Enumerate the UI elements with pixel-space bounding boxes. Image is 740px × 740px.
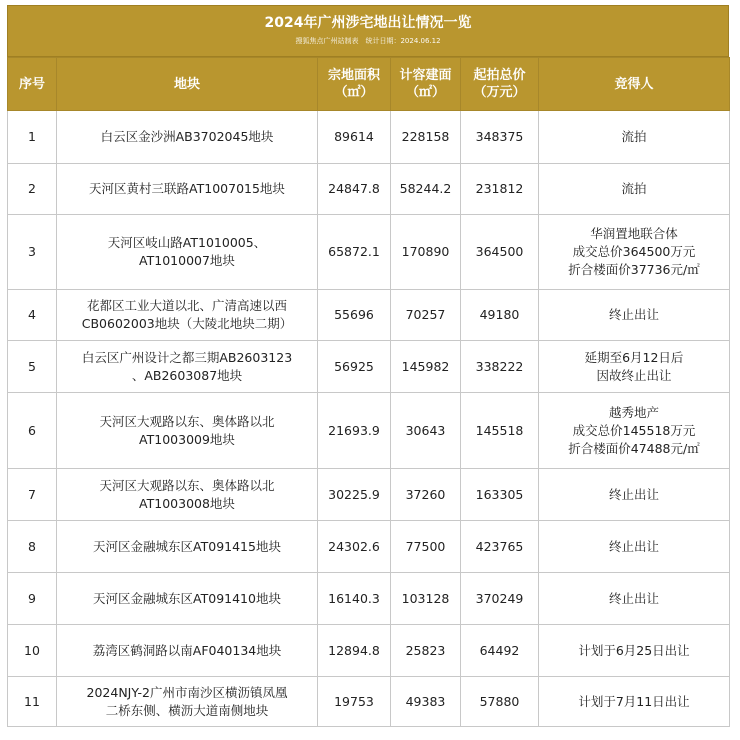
- cell-seq: 2: [8, 164, 57, 215]
- cell-area: 21693.9: [318, 393, 391, 469]
- cell-area: 56925: [318, 341, 391, 393]
- land-sale-table: [7, 57, 730, 727]
- cell-start-price: 370249: [461, 573, 539, 625]
- cell-area: 24847.8: [318, 164, 391, 215]
- table-row: [8, 573, 730, 625]
- table-row: [8, 215, 730, 290]
- cell-winner: 终止出让: [539, 573, 730, 625]
- header-area: 宗地面积 （㎡）: [318, 58, 391, 111]
- cell-plot: 白云区广州设计之都三期AB2603123 、AB2603087地块: [57, 341, 318, 393]
- cell-plot: 天河区大观路以东、奥体路以北 AT1003008地块: [57, 469, 318, 521]
- table-banner: [7, 5, 729, 57]
- cell-plot: 天河区金融城东区AT091415地块: [57, 521, 318, 573]
- cell-area: 89614: [318, 111, 391, 164]
- cell-seq: 5: [8, 341, 57, 393]
- cell-gfa: 170890: [391, 215, 461, 290]
- cell-area: 19753: [318, 677, 391, 727]
- cell-area: 65872.1: [318, 215, 391, 290]
- cell-start-price: 348375: [461, 111, 539, 164]
- table-row: [8, 290, 730, 341]
- table-row: [8, 111, 730, 164]
- table-title: 2024年广州涉宅地出让情况一览: [264, 15, 472, 31]
- table-header: [8, 58, 730, 111]
- cell-start-price: 64492: [461, 625, 539, 677]
- table-row: [8, 521, 730, 573]
- cell-gfa: 228158: [391, 111, 461, 164]
- cell-seq: 10: [8, 625, 57, 677]
- header-winner: 竞得人: [539, 58, 730, 111]
- cell-gfa: 58244.2: [391, 164, 461, 215]
- table-row: [8, 393, 730, 469]
- cell-gfa: 77500: [391, 521, 461, 573]
- cell-seq: 6: [8, 393, 57, 469]
- cell-start-price: 163305: [461, 469, 539, 521]
- cell-start-price: 57880: [461, 677, 539, 727]
- cell-winner: 终止出让: [539, 290, 730, 341]
- header-plot: 地块: [57, 58, 318, 111]
- cell-start-price: 364500: [461, 215, 539, 290]
- cell-winner: 流拍: [539, 111, 730, 164]
- cell-seq: 3: [8, 215, 57, 290]
- cell-winner: 终止出让: [539, 521, 730, 573]
- cell-area: 24302.6: [318, 521, 391, 573]
- cell-gfa: 49383: [391, 677, 461, 727]
- cell-start-price: 338222: [461, 341, 539, 393]
- cell-plot: 白云区金沙洲AB3702045地块: [57, 111, 318, 164]
- cell-seq: 7: [8, 469, 57, 521]
- cell-gfa: 25823: [391, 625, 461, 677]
- table-row: [8, 677, 730, 727]
- cell-winner: 计划于6月25日出让: [539, 625, 730, 677]
- cell-seq: 9: [8, 573, 57, 625]
- cell-plot: 荔湾区鹤洞路以南AF040134地块: [57, 625, 318, 677]
- cell-gfa: 37260: [391, 469, 461, 521]
- cell-seq: 11: [8, 677, 57, 727]
- header-seq: 序号: [8, 58, 57, 111]
- cell-winner: 终止出让: [539, 469, 730, 521]
- cell-winner: 计划于7月11日出让: [539, 677, 730, 727]
- cell-seq: 4: [8, 290, 57, 341]
- cell-start-price: 423765: [461, 521, 539, 573]
- cell-start-price: 49180: [461, 290, 539, 341]
- header-row: [8, 58, 730, 111]
- cell-plot: 天河区岐山路AT1010005、 AT1010007地块: [57, 215, 318, 290]
- cell-area: 55696: [318, 290, 391, 341]
- cell-area: 16140.3: [318, 573, 391, 625]
- land-sale-table-container: [7, 5, 729, 727]
- header-gfa: 计容建面 （㎡）: [391, 58, 461, 111]
- cell-area: 12894.8: [318, 625, 391, 677]
- cell-winner: 流拍: [539, 164, 730, 215]
- cell-plot: 花都区工业大道以北、广清高速以西 CB0602003地块（大陵北地块二期）: [57, 290, 318, 341]
- cell-start-price: 145518: [461, 393, 539, 469]
- cell-gfa: 103128: [391, 573, 461, 625]
- cell-seq: 1: [8, 111, 57, 164]
- cell-seq: 8: [8, 521, 57, 573]
- table-row: [8, 164, 730, 215]
- table-subtitle: 搜狐焦点广州站制表 统计日期：2024.06.12: [295, 37, 441, 45]
- table-body: [8, 111, 730, 727]
- cell-plot: 2024NJY-2广州市南沙区横沥镇凤凰 二桥东侧、横沥大道南侧地块: [57, 677, 318, 727]
- cell-gfa: 145982: [391, 341, 461, 393]
- cell-winner: 华润置地联合体 成交总价364500万元 折合楼面价37736元/㎡: [539, 215, 730, 290]
- cell-start-price: 231812: [461, 164, 539, 215]
- header-start-price: 起拍总价 （万元）: [461, 58, 539, 111]
- cell-plot: 天河区金融城东区AT091410地块: [57, 573, 318, 625]
- cell-plot: 天河区黄村三联路AT1007015地块: [57, 164, 318, 215]
- cell-winner: 越秀地产 成交总价145518万元 折合楼面价47488元/㎡: [539, 393, 730, 469]
- table-row: [8, 625, 730, 677]
- cell-gfa: 30643: [391, 393, 461, 469]
- table-row: [8, 469, 730, 521]
- cell-area: 30225.9: [318, 469, 391, 521]
- table-row: [8, 341, 730, 393]
- cell-plot: 天河区大观路以东、奥体路以北 AT1003009地块: [57, 393, 318, 469]
- cell-winner: 延期至6月12日后 因故终止出让: [539, 341, 730, 393]
- cell-gfa: 70257: [391, 290, 461, 341]
